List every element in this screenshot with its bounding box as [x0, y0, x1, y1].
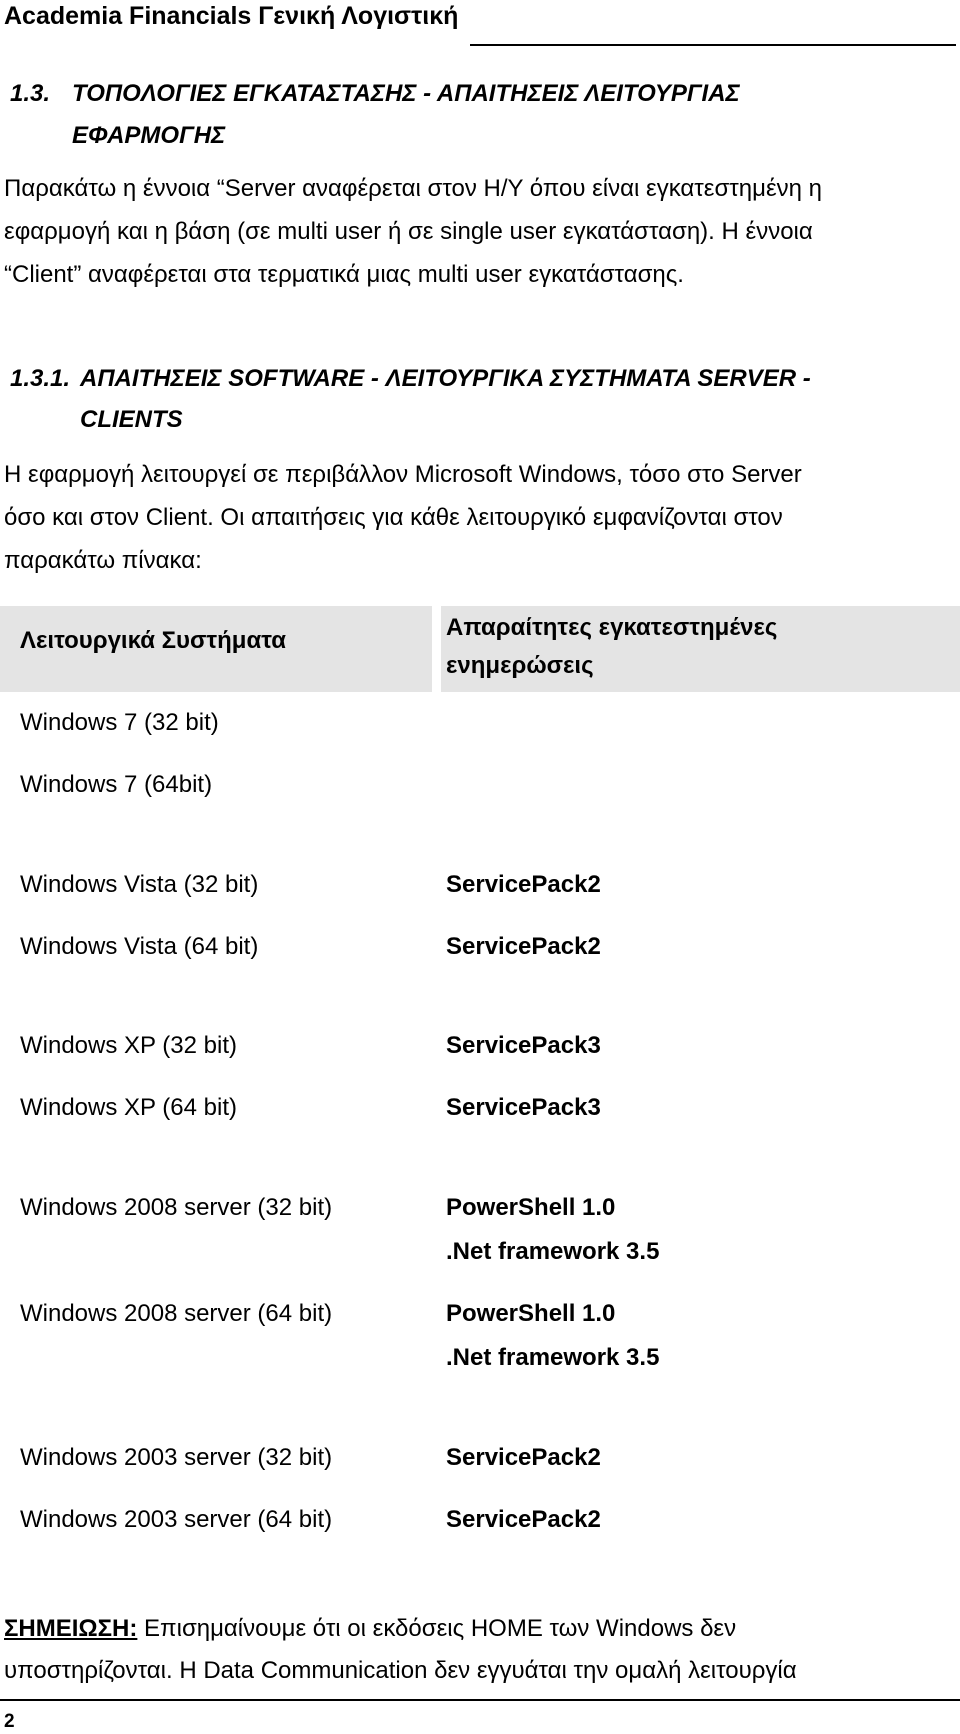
table-row-update: PowerShell 1.0 — [446, 1300, 616, 1327]
section-number: 1.3. — [10, 80, 51, 107]
note-line2: υποστηρίζονται. Η Data Communication δεν εγγυάται την ομαλή λειτουργία — [4, 1657, 797, 1684]
table-row-update-secondary: .Net framework 3.5 — [446, 1344, 660, 1371]
footer-divider — [0, 1699, 960, 1701]
table-row-update: ServicePack3 — [446, 1094, 601, 1121]
table-row-update: ServicePack2 — [446, 1444, 601, 1471]
subsection-paragraph-line3: παρακάτω πίνακα: — [4, 547, 202, 574]
note-line1-text: Επισημαίνουμε ότι οι εκδόσεις HOME των Windows δεν — [137, 1615, 737, 1642]
table-row-os: Windows 2003 server (32 bit) — [20, 1444, 333, 1471]
subsection-paragraph-line2: όσο και στον Client. Οι απαιτήσεις για κάθε λειτουργικό εμφανίζονται στον — [4, 504, 783, 531]
table-row-os: Windows 2008 server (64 bit) — [20, 1300, 333, 1327]
table-row-update: PowerShell 1.0 — [446, 1194, 616, 1221]
page-number: 2 — [4, 1711, 15, 1732]
table-row-os: Windows Vista (64 bit) — [20, 933, 259, 960]
section-paragraph-line3: “Client” αναφέρεται στα τερματικά μιας multi user εγκατάστασης. — [4, 261, 684, 288]
table-header-updates-line2: ενημερώσεις — [446, 652, 594, 679]
table-row-os: Windows Vista (32 bit) — [20, 871, 259, 898]
table-row-update: ServicePack2 — [446, 1506, 601, 1533]
subsection-title-line2: CLIENTS — [80, 406, 183, 433]
note-label: ΣΗΜΕΙΩΣΗ: — [4, 1615, 138, 1642]
header-divider — [470, 44, 956, 46]
table-row-os: Windows XP (32 bit) — [20, 1032, 237, 1059]
table-row-update: ServicePack2 — [446, 871, 601, 898]
note-line1 — [4, 1615, 736, 1643]
subsection-paragraph-line1: Η εφαρμογή λειτουργεί σε περιβάλλον Microsoft Windows, τόσο στο Server — [4, 461, 802, 488]
document-header-title: Academia Financials Γενική Λογιστική — [4, 2, 459, 30]
table-header-updates-line1: Απαραίτητες εγκατεστημένες — [446, 614, 778, 641]
table-row-os: Windows XP (64 bit) — [20, 1094, 237, 1121]
table-row-update-secondary: .Net framework 3.5 — [446, 1238, 660, 1265]
subsection-title-line1: ΑΠΑΙΤΗΣΕΙΣ SOFTWARE - ΛΕΙΤΟΥΡΓΙΚΑ ΣΥΣΤΗΜΑΤΑ SERVER - — [80, 365, 811, 392]
table-row-os: Windows 2003 server (64 bit) — [20, 1506, 333, 1533]
table-row-os: Windows 7 (32 bit) — [20, 709, 219, 736]
section-title-line2: ΕΦΑΡΜΟΓΗΣ — [72, 122, 226, 149]
section-paragraph-line1: Παρακάτω η έννοια “Server αναφέρεται στον Η/Υ όπου είναι εγκατεστημένη η — [4, 175, 823, 202]
table-row-update: ServicePack3 — [446, 1032, 601, 1059]
table-row-update: ServicePack2 — [446, 933, 601, 960]
subsection-number: 1.3.1. — [10, 365, 71, 392]
section-paragraph-line2: εφαρμογή και η βάση (σε multi user ή σε single user εγκατάσταση). Η έννοια — [4, 218, 813, 245]
section-title-line1: ΤΟΠΟΛΟΓΙΕΣ ΕΓΚΑΤΑΣΤΑΣΗΣ - ΑΠΑΙΤΗΣΕΙΣ ΛΕΙΤΟΥΡΓΙΑΣ — [72, 80, 740, 107]
table-row-os: Windows 7 (64bit) — [20, 771, 213, 798]
table-header-os: Λειτουργικά Συστήματα — [20, 627, 287, 654]
table-row-os: Windows 2008 server (32 bit) — [20, 1194, 333, 1221]
